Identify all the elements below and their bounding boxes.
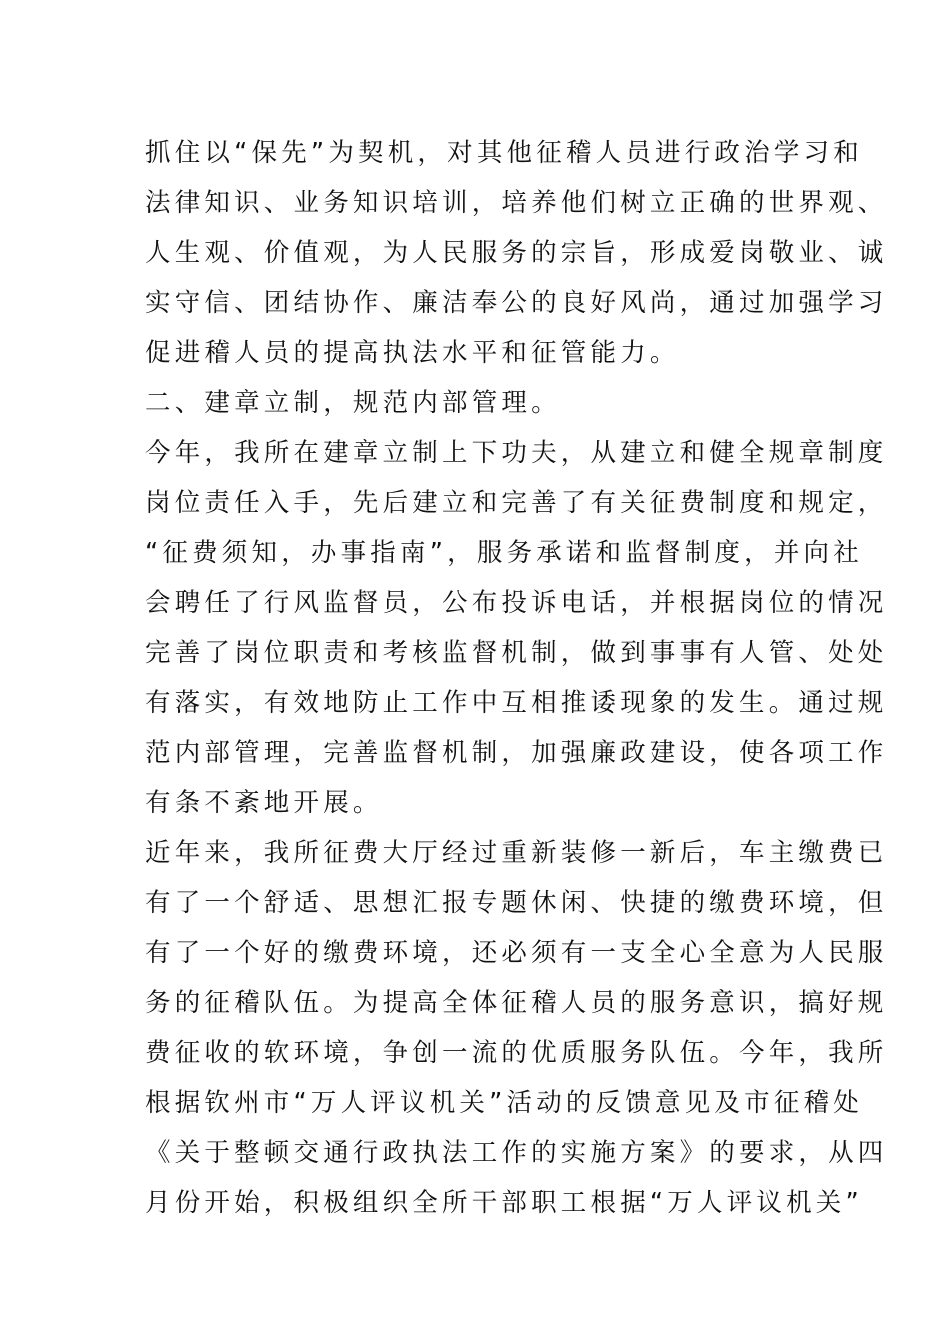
text-line: 有落实，有效地防止工作中互相推诿现象的发生。通过规 [145, 688, 888, 718]
text-line: 实守信、团结协作、廉洁奉公的良好风尚，通过加强学习 [145, 288, 888, 318]
text-line: “征费须知，办事指南”，服务承诺和监督制度，并向社 [145, 538, 863, 568]
text-line: 月份开始，积极组织全所干部职工根据“万人评议机关” [145, 1188, 863, 1218]
text-line: 《关于整顿交通行政执法工作的实施方案》的要求，从四 [145, 1138, 888, 1168]
text-line: 根据钦州市“万人评议机关”活动的反馈意见及市征稽处 [145, 1088, 863, 1118]
text-line: 范内部管理，完善监督机制，加强廉政建设，使各项工作 [145, 738, 888, 768]
text-line: 岗位责任入手，先后建立和完善了有关征费制度和规定， [145, 488, 888, 518]
text-line: 促进稽人员的提高执法水平和征管能力。 [145, 338, 680, 368]
text-line: 务的征稽队伍。为提高全体征稽人员的服务意识，搞好规 [145, 988, 888, 1018]
text-line: 人生观、价值观，为人民服务的宗旨，形成爱岗敬业、诚 [145, 238, 888, 268]
text-line: 今年，我所在建章立制上下功夫，从建立和健全规章制度 [145, 438, 888, 468]
text-line: 有了一个舒适、思想汇报专题休闲、快捷的缴费环境，但 [145, 888, 888, 918]
body-text [145, 128, 888, 1228]
text-line: 有了一个好的缴费环境，还必须有一支全心全意为人民服 [145, 938, 888, 968]
text-line: 抓住以“保先”为契机，对其他征稽人员进行政治学习和 [145, 138, 863, 168]
text-line: 法律知识、业务知识培训，培养他们树立正确的世界观、 [145, 188, 888, 218]
text-line: 近年来，我所征费大厅经过重新装修一新后，车主缴费已 [145, 838, 888, 868]
text-line: 有条不紊地开展。 [145, 788, 383, 818]
text-line: 会聘任了行风监督员，公布投诉电话，并根据岗位的情况 [145, 588, 888, 618]
text-line: 费征收的软环境，争创一流的优质服务队伍。今年，我所 [145, 1038, 888, 1068]
section-heading: 二、建章立制，规范内部管理。 [145, 388, 561, 418]
text-line: 完善了岗位职责和考核监督机制，做到事事有人管、处处 [145, 638, 888, 668]
